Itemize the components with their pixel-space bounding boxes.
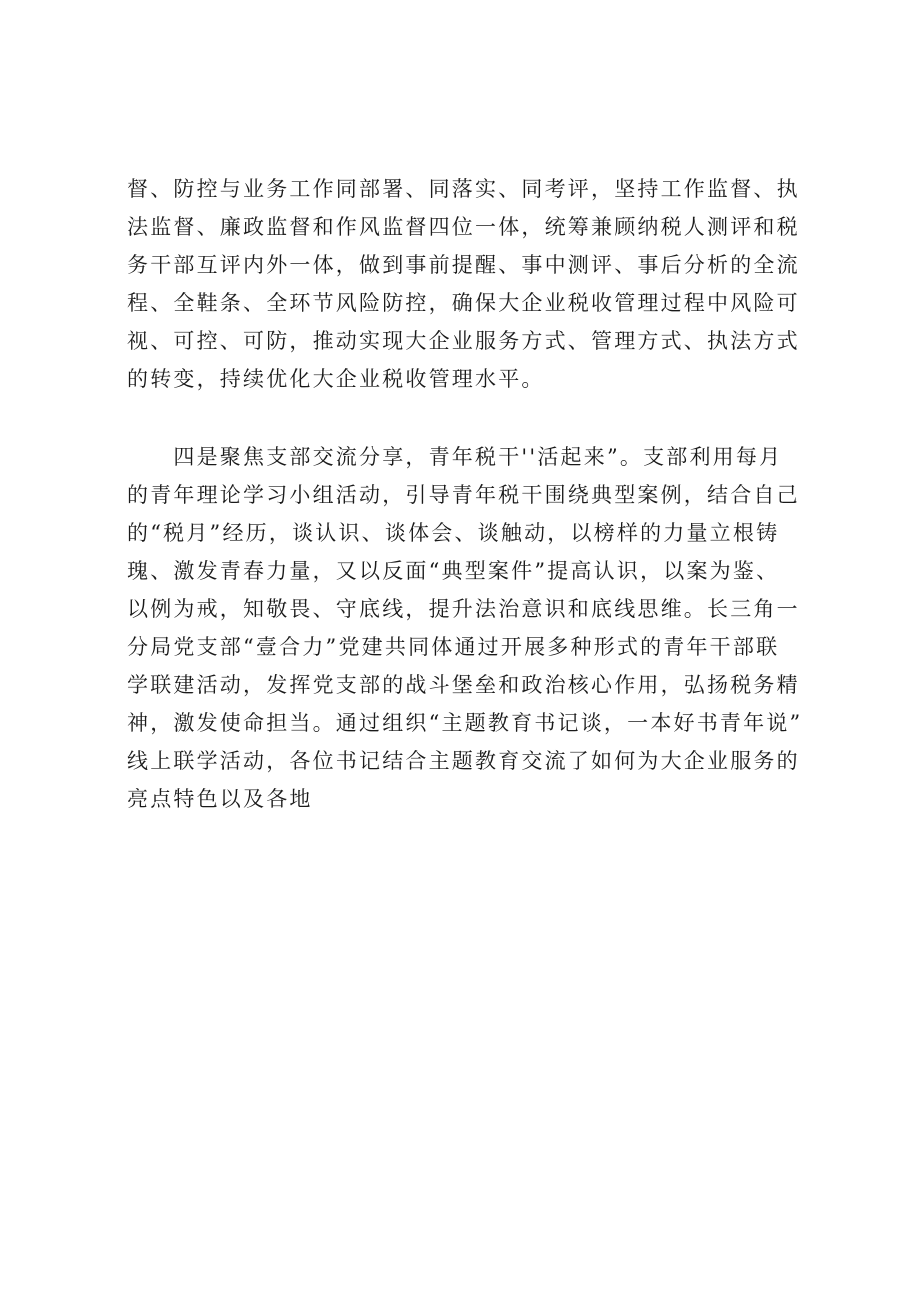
paragraph-four (127, 438, 807, 818)
text-line: 法监督、廉政监督和作风监督四位一体，统筹兼顾纳税人测评和税 (127, 215, 800, 239)
text-line: 神，激发使命担当。通过组织“主题教育书记谈，一本好书青年说” (127, 711, 803, 735)
text-line: 亮点特色以及各地 (127, 787, 313, 811)
text-line: 视、可控、可防，推动实现大企业服务方式、管理方式、执法方式 (127, 329, 800, 353)
text-line: 瑰、激发青春力量，又以反面“典型案件”提高认识，以案为鉴、 (127, 559, 780, 583)
text-line: 督、防控与业务工作同部署、同落实、同考评，坚持工作监督、执 (127, 177, 800, 201)
text-line: 的转变，持续优化大企业税收管理水平。 (127, 367, 545, 391)
paragraph-continuation (127, 170, 807, 398)
text-line: 四是聚焦支部交流分享，青年税干''活起来”。支部利用每月 (127, 445, 783, 469)
text-line: 的“税月”经历，谈认识、谈体会、谈触动，以榜样的力量立根铸 (127, 521, 780, 545)
text-line: 务干部互评内外一体，做到事前提醒、事中测评、事后分析的全流 (127, 253, 800, 277)
text-line: 的青年理论学习小组活动，引导青年税干围绕典型案例，结合自己 (127, 483, 800, 507)
text-line: 学联建活动，发挥党支部的战斗堡垒和政治核心作用，弘扬税务精 (127, 673, 800, 697)
text-line: 以例为戒，知敬畏、守底线，提升法治意识和底线思维。长三角一 (127, 597, 800, 621)
text-line: 分局党支部“壹合力”党建共同体通过开展多种形式的青年干部联 (127, 635, 780, 659)
text-line: 线上联学活动，各位书记结合主题教育交流了如何为大企业服务的 (127, 749, 800, 773)
text-line: 程、全鞋条、全环节风险防控，确保大企业税收管理过程中风险可 (127, 291, 800, 315)
